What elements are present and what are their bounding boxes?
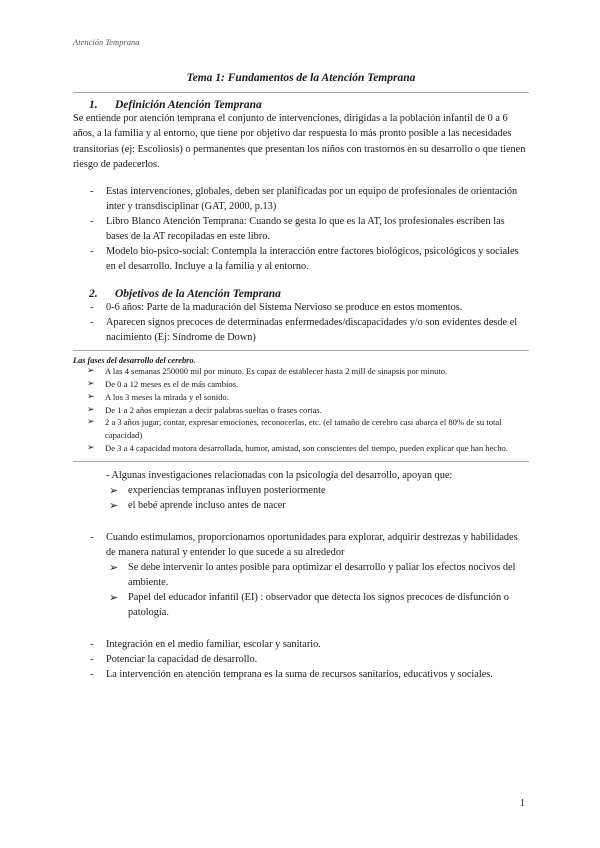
list-item: - Integración en el medio familiar, escolar y sanitario. bbox=[73, 637, 529, 652]
list-item: ➢ De 3 a 4 capacidad motora desarrollada, humor, amistad, son conscientes del tiempo, pueden explicar que han hecho. bbox=[73, 442, 529, 455]
list-item: - Libro Blanco Atención Temprana: Cuando se gesta lo que es la AT, los profesionales escriben las bases de la AT recopiladas en este libro. bbox=[73, 214, 529, 244]
section-1-list bbox=[73, 184, 529, 274]
section-2-list bbox=[73, 300, 529, 345]
list-item: ➢ De 1 a 2 años empiezan a decir palabras sueltas o frases cortas. bbox=[73, 404, 529, 417]
phases-title: Las fases del desarrollo del cerebro. bbox=[73, 356, 196, 366]
section-title: Objetivos de la Atención Temprana bbox=[115, 288, 281, 301]
list-item: ➢ el bebé aprende incluso antes de nacer bbox=[73, 498, 529, 513]
research-intro: - Algunas investigaciones relacionadas con la psicología del desarrollo, apoyan que: bbox=[106, 469, 453, 481]
list-item: ➢ Papel del educador infantil (EI) : observador que detecta los signos precoces de disfunción o patología. bbox=[73, 590, 529, 620]
list-item: ➢ A las 4 semanas 250000 mil por minuto. Es capaz de establecer hasta 2 mill de sinapsis por minuto. bbox=[73, 365, 529, 378]
section-number: 1. bbox=[89, 99, 98, 111]
list-item: - Cuando estimulamos, proporcionamos oportunidades para explorar, adquirir destrezas y habilidades de manera natural y entender lo que sucede a su alrededor bbox=[73, 530, 529, 560]
stimulate-sub-list bbox=[73, 560, 529, 620]
list-item: - Potenciar la capacidad de desarrollo. bbox=[73, 652, 529, 667]
section-number: 2. bbox=[89, 288, 98, 301]
list-item: ➢ De 0 a 12 meses es el de más cambios. bbox=[73, 378, 529, 391]
list-item: ➢ A los 3 meses la mirada y el sonido. bbox=[73, 391, 529, 404]
final-list bbox=[73, 637, 529, 682]
list-item: - Modelo bio-psico-social: Contempla la interacción entre factores biológicos, psicológicos y sociales en el desarrollo. Incluye a la familia y al entorno. bbox=[73, 244, 529, 274]
section-1-heading bbox=[73, 99, 529, 111]
list-item: - La intervención en atención temprana es la suma de recursos sanitarios, educativos y sociales. bbox=[73, 667, 529, 682]
divider bbox=[73, 92, 529, 93]
section-title: Definición Atención Temprana bbox=[115, 99, 262, 111]
definition-paragraph: Se entiende por atención temprana el conjunto de intervenciones, dirigidas a la población infantil de 0 a 6 años, a la familia y al entorno, que tiene por objetivo dar respuesta lo más pronto posible a las necesidades transitorias (ej: Escoliosis) o permanentes que presentan los niños con trastornos en su desarrollo o que tienen riesgo de padecerlos. bbox=[73, 113, 526, 170]
document-body bbox=[73, 72, 529, 682]
research-list bbox=[73, 483, 529, 513]
page-number: 1 bbox=[520, 798, 525, 809]
section-2-heading bbox=[73, 288, 529, 300]
divider bbox=[73, 461, 529, 462]
divider bbox=[73, 350, 529, 351]
list-item: - Estas intervenciones, globales, deben ser planificadas por un equipo de profesionales de orientación inter y transdisciplinar (GAT, 2000, p.13) bbox=[73, 184, 529, 214]
phases-list bbox=[73, 365, 529, 455]
list-item: - 0-6 años: Parte de la maduración del Sistema Nervioso se produce en estos momentos. bbox=[73, 300, 529, 315]
list-item: ➢ 2 a 3 años jugar, contar, expresar emociones, reconocerlas, etc. (el tamaño de cerebro casi abarca el 80% de su total capacidad) bbox=[73, 416, 529, 442]
list-item: ➢ Se debe intervenir lo antes posible para optimizar el desarrollo y paliar los efectos nocivos del ambiente. bbox=[73, 560, 529, 590]
list-item: ➢ experiencias tempranas influyen posteriormente bbox=[73, 483, 529, 498]
stimulate-list bbox=[73, 530, 529, 560]
list-item: - Aparecen signos precoces de determinadas enfermedades/discapacidades y/o son evidentes desde el nacimiento (Ej: Síndrome de Down) bbox=[73, 315, 529, 345]
running-header: Atención Temprana bbox=[73, 37, 140, 47]
page-title: Tema 1: Fundamentos de la Atención Temprana bbox=[186, 72, 416, 84]
